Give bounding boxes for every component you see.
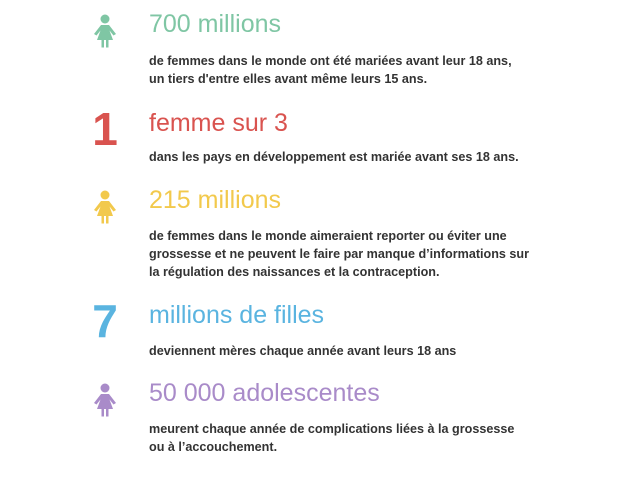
stat-headline: femme sur 3 <box>149 109 288 137</box>
stat-number: 1 <box>92 103 118 155</box>
stat-headline: 50 000 adolescentes <box>149 379 380 407</box>
stat-marker <box>76 190 134 224</box>
stat-number: 7 <box>92 295 118 347</box>
stat-marker <box>76 295 134 347</box>
woman-icon <box>92 383 118 417</box>
stat-description-line: dans les pays en développement est mariée avant ses 18 ans. <box>149 150 519 164</box>
stat-headline: millions de filles <box>149 301 325 329</box>
stat-headline: 215 millions <box>149 186 282 214</box>
stat-description-line: de femmes dans le monde ont été mariées avant leur 18 ans, <box>149 54 512 68</box>
stat-description <box>149 52 569 88</box>
stat-description-line: ou à l’accouchement. <box>149 440 278 454</box>
stat-description-line: meurent chaque année de complications liées à la grossesse <box>149 422 515 436</box>
stat-description <box>149 227 569 281</box>
woman-icon <box>92 14 118 48</box>
stat-marker <box>76 14 134 48</box>
stat-headline: 700 millions <box>149 10 282 38</box>
woman-icon <box>92 190 118 224</box>
stat-description <box>149 342 569 360</box>
stat-marker <box>76 383 134 417</box>
stat-description <box>149 148 569 166</box>
stat-description-line: de femmes dans le monde aimeraient reporter ou éviter une <box>149 229 507 243</box>
stat-description-line: un tiers d'entre elles avant même leurs 15 ans. <box>149 72 428 86</box>
stat-description-line: grossesse et ne peuvent le faire par manque d’informations sur <box>149 247 530 261</box>
stat-description <box>149 420 569 456</box>
stat-description-line: la régulation des naissances et la contraception. <box>149 265 440 279</box>
stat-marker <box>76 103 134 155</box>
stat-description-line: deviennent mères chaque année avant leurs 18 ans <box>149 344 457 358</box>
